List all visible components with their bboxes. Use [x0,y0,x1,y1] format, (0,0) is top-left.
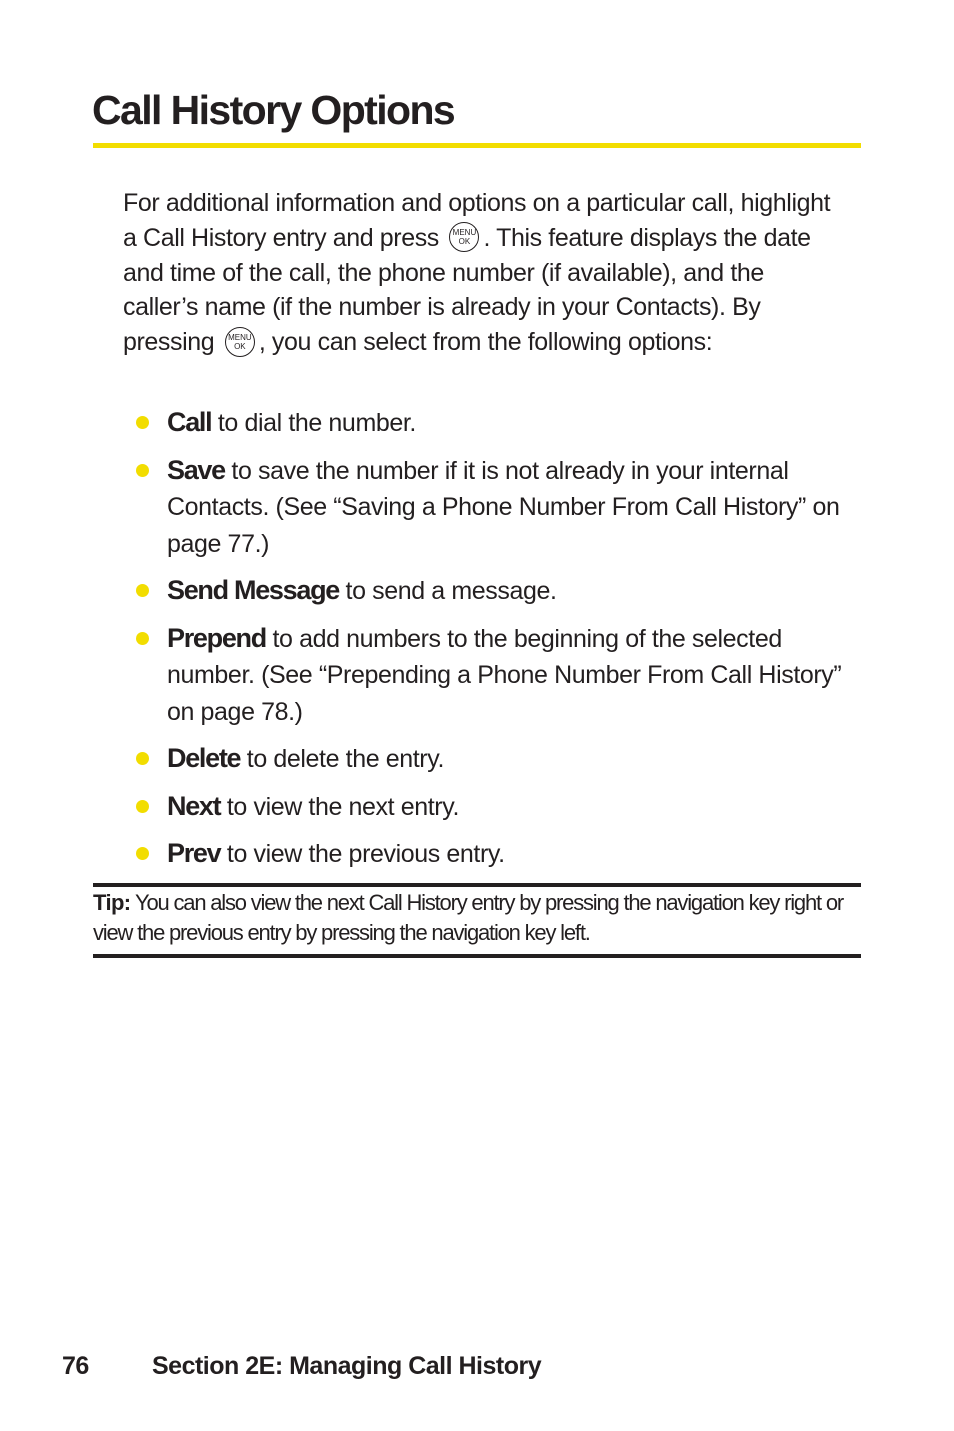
option-save [130,452,860,563]
bullet-icon [136,752,149,765]
bullet-icon [136,584,149,597]
intro-text-1: For additional information and options on a particular call, highlight a Call History entry and press [123,189,831,252]
page-number: 76 [62,1352,89,1380]
intro-paragraph [123,186,843,360]
option-call [130,404,860,442]
tip-box [93,888,863,948]
intro-text-3: , you can select from the following options: [258,328,713,357]
option-description: to view the previous entry. [226,840,505,868]
section-title: Section 2E: Managing Call History [152,1352,542,1380]
option-name: Save [167,454,225,485]
option-description: to send a message. [345,577,557,605]
options-list [130,404,860,883]
option-prepend [130,620,860,731]
option-name: Delete [167,743,241,773]
tip-top-rule [93,883,861,887]
option-name: Prev [167,838,221,868]
option-description: to add numbers to the beginning of the selected number. (See “Prepending a Phone Number From Call History” on page 78.) [167,624,842,726]
option-description: to dial the number. [217,409,416,437]
option-name: Send Message [167,575,339,605]
tip-label: Tip: [93,890,131,915]
page-title: Call History Options [92,87,455,133]
title-underline [93,143,861,148]
option-description: to delete the entry. [246,745,445,773]
option-send-message [130,572,860,610]
option-name: Next [167,790,221,821]
option-delete [130,740,860,778]
bullet-icon [136,464,149,477]
page-footer [62,1349,541,1383]
option-next [130,788,860,826]
bullet-icon [136,847,149,860]
bullet-icon [136,416,149,429]
menu-ok-key-icon: MENU OK [449,222,479,252]
menu-ok-key-icon: MENU OK [225,327,255,357]
bullet-icon [136,632,149,645]
intro-text-2: . This feature displays the date and time of the call, the phone number (if available), and the caller’s name (if the number is already in your Contacts). By pressing [123,223,811,357]
tip-text: You can also view the next Call History entry by pressing the navigation key right or view the previous entry by pressing the navigation key left. [93,890,843,945]
option-prev [130,835,860,873]
option-name: Call [167,407,212,437]
bullet-icon [136,800,149,813]
option-description: to view the next entry. [226,792,459,821]
option-name: Prepend [167,622,266,653]
tip-bottom-rule [93,954,861,958]
option-description: to save the number if it is not already in your internal Contacts. (See “Saving a Phone Number From Call History” on page 77.) [167,456,840,558]
